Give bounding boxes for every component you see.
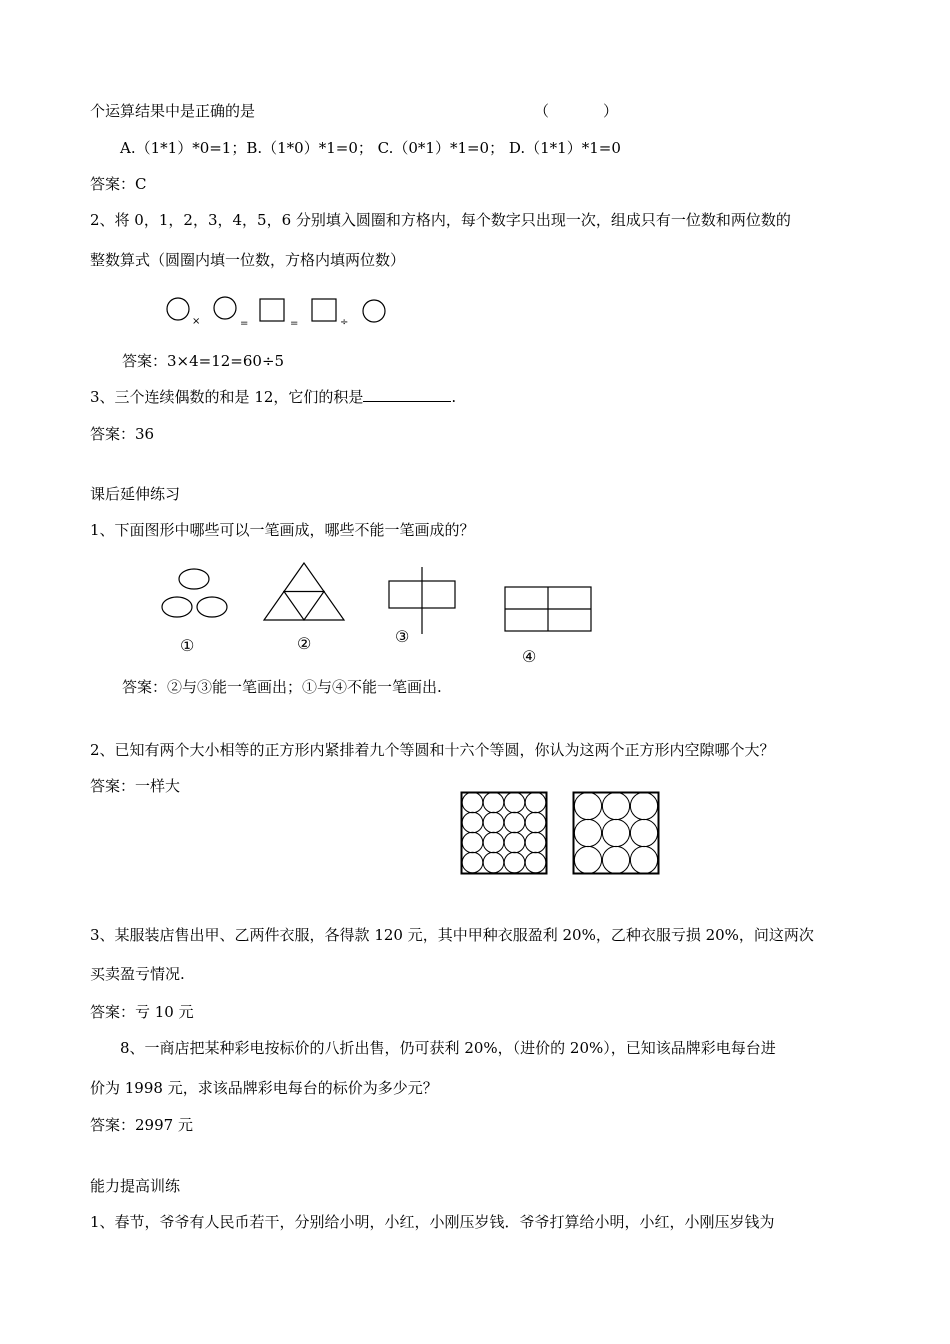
times-sign: × bbox=[192, 316, 201, 327]
figure-ellipses bbox=[158, 567, 232, 619]
q3-text bbox=[90, 387, 456, 407]
q1-stem-tail: 个运算结果中是正确的是 bbox=[90, 102, 256, 120]
q1-answer: 答案：C bbox=[90, 175, 147, 193]
equation-figure bbox=[160, 294, 400, 334]
paren-right: ） bbox=[603, 102, 619, 120]
figure-sixteen-circles bbox=[460, 791, 548, 875]
q1-options: A.（1*1）*0=1；B.（1*0）*1=0； C.（0*1）*1=0； D.（1*1）*1=0 bbox=[120, 139, 621, 157]
ext3-line1: 3、某服装店售出甲、乙两件衣服，各得款 120 元，其中甲种衣服盈利 20%，乙种衣服亏损 20%，问这两次 bbox=[90, 926, 814, 944]
figure-label-1: ① bbox=[180, 636, 195, 655]
circle-blank-3 bbox=[363, 300, 385, 322]
ext1-question: 1、下面图形中哪些可以一笔画成，哪些不能一笔画成的？ bbox=[90, 521, 475, 539]
ab1-line1: 1、春节，爷爷有人民币若干，分别给小明，小红，小刚压岁钱．爷爷打算给小明，小红，小刚压岁钱为 bbox=[90, 1213, 775, 1231]
q3-stem: 3、三个连续偶数的和是 12，它们的积是 bbox=[90, 388, 364, 406]
ext1-answer: 答案：②与③能一笔画出；①与④不能一笔画出. bbox=[122, 678, 442, 696]
section-title-ability: 能力提高训练 bbox=[90, 1177, 181, 1195]
figure-label-3: ③ bbox=[395, 627, 410, 646]
figure-grid-rectangle bbox=[503, 585, 593, 633]
ext2-answer: 答案：一样大 bbox=[90, 777, 181, 795]
paren-left: （ bbox=[534, 102, 550, 120]
q3-answer: 答案：36 bbox=[90, 425, 155, 443]
circle-blank-1 bbox=[167, 298, 189, 320]
section-title-extension: 课后延伸练习 bbox=[90, 485, 181, 503]
equals-sign-1: = bbox=[240, 318, 249, 329]
q2-line2: 整数算式（圆圈内填一位数，方格内填两位数） bbox=[90, 251, 406, 269]
q2-line1: 2、将 0，1，2，3，4，5，6 分别填入圆圈和方格内，每个数字只出现一次，组成只有一位数和两位数的 bbox=[90, 211, 791, 229]
circle-blank-2 bbox=[214, 297, 236, 319]
ext8-answer: 答案：2997 元 bbox=[90, 1116, 193, 1134]
figure-nine-circles bbox=[572, 791, 660, 875]
ext2-question: 2、已知有两个大小相等的正方形内紧排着九个等圆和十六个等圆，你认为这两个正方形内空隙哪个大？ bbox=[90, 741, 775, 759]
figure-triangle bbox=[262, 561, 346, 623]
ext8-line1: 8、一商店把某种彩电按标价的八折出售，仍可获利 20%，（进价的 20%），已知该品牌彩电每台进 bbox=[120, 1039, 776, 1057]
figure-label-2: ② bbox=[297, 634, 312, 653]
divide-sign: ÷ bbox=[340, 317, 349, 328]
square-blank-2 bbox=[312, 299, 336, 321]
q2-answer: 答案：3×4=12=60÷5 bbox=[122, 352, 285, 370]
fill-blank bbox=[363, 387, 451, 402]
figure-label-4: ④ bbox=[522, 647, 537, 666]
ext3-line2: 买卖盈亏情况. bbox=[90, 965, 185, 983]
answer-parentheses bbox=[534, 101, 618, 121]
equals-sign-2: = bbox=[290, 318, 299, 329]
q3-period: . bbox=[451, 388, 457, 406]
square-blank-1 bbox=[260, 299, 284, 321]
figure-cross-rectangle bbox=[386, 566, 458, 636]
ext3-answer: 答案：亏 10 元 bbox=[90, 1003, 194, 1021]
ext8-line2: 价为 1998 元，求该品牌彩电每台的标价为多少元？ bbox=[90, 1079, 438, 1097]
